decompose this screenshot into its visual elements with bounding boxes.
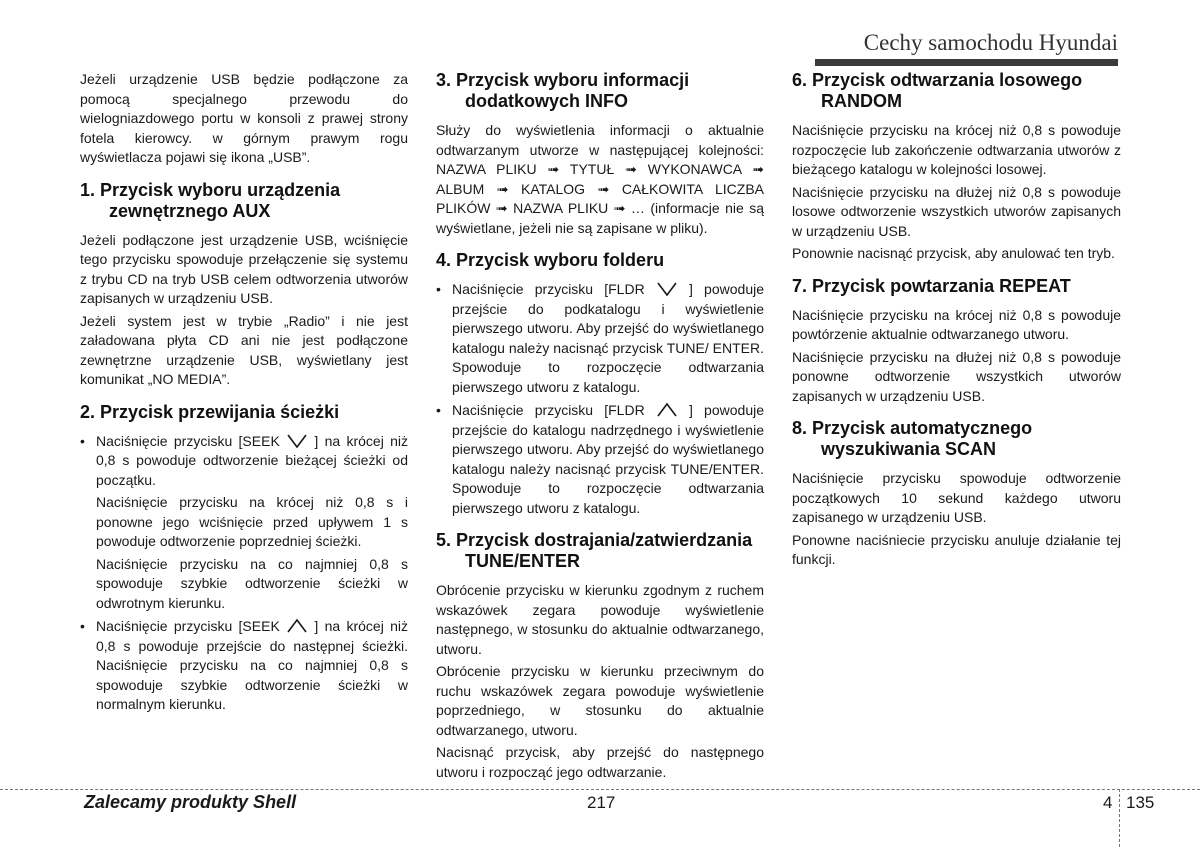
column-1 bbox=[80, 70, 408, 719]
list-item bbox=[436, 280, 764, 397]
footer-page-number: 217 bbox=[587, 793, 616, 812]
bullet-dot: • bbox=[436, 281, 441, 297]
bullet-dot: • bbox=[80, 618, 85, 634]
section-4-list bbox=[436, 280, 764, 518]
bullet-text-pre: Naciśnięcie przycisku [SEEK bbox=[96, 432, 280, 449]
chevron-down-icon bbox=[656, 280, 678, 298]
footer-brand-text: Zalecamy produkty Shell bbox=[84, 792, 297, 812]
section-6-paragraph-3: Ponownie nacisnąć przycisk, aby anulować ten tryb. bbox=[792, 245, 1115, 261]
bullet-paragraph: Naciśnięcie przycisku na co najmniej 0,8 s spowoduje szybkie odtworzenie ścieżki w odwrotnym kierunku. bbox=[96, 555, 408, 611]
section-2-heading: 2. Przycisk przewijania ścieżki bbox=[80, 401, 340, 422]
footer-section-page: 135 bbox=[1126, 793, 1155, 812]
section-5-paragraph-2: Obrócenie przycisku w kierunku przeciwnym do ruchu wskazówek zegara powoduje wyświetlenie poprzedniego, w stosunku do aktualnie odtwarzanego, utworu. bbox=[436, 663, 764, 738]
bullet-text-pre: Naciśnięcie przycisku [FLDR bbox=[452, 281, 645, 297]
bullet-text-pre: Naciśnięcie przycisku [SEEK bbox=[96, 618, 280, 634]
section-1-heading: 1. Przycisk wyboru urządzenia zewnętrznego AUX bbox=[80, 179, 341, 221]
header-rule bbox=[815, 59, 1118, 66]
column-2 bbox=[436, 70, 764, 785]
chevron-up-icon bbox=[656, 401, 678, 419]
section-5-heading: 5. Przycisk dostrajania/zatwierdzania TUNE/ENTER bbox=[436, 530, 753, 571]
section-1-paragraph-1: Jeżeli podłączone jest urządzenie USB, wciśnięcie tego przycisku spowoduje przełączenie się systemu z trybu CD na tryb USB celem odtworzenia utworów zapisanych w urządzeniu USB. bbox=[80, 231, 408, 306]
footer-chapter-number: 4 bbox=[1103, 793, 1113, 812]
footer-dashed-line bbox=[0, 789, 1200, 790]
section-8-paragraph-2: Ponowne naciśniecie przycisku anuluje działanie tej funkcji. bbox=[792, 531, 1121, 567]
section-4-heading: 4. Przycisk wyboru folderu bbox=[436, 250, 665, 270]
list-item bbox=[80, 617, 408, 715]
bullet-dot: • bbox=[436, 402, 441, 418]
bullet-text-post: ] powoduje przejście do katalogu nadrzędnego i wyświetlenie pierwszego utworu. Aby przejść do wyświetlanego katalogu należy nacisnąć przycisk TUNE/ENTER. Spowoduje to rozpoczęcie odtwarzania pierwszego utworu z katalogu. bbox=[452, 402, 764, 516]
section-3-paragraph: Służy do wyświetlenia informacji o aktualnie odtwarzanym utworze w następującej kolejności: NAZWA PLIKU ➟ TYTUŁ ➟ WYKONAWCA ➟ ALBUM ➟ KATALOG ➟ CAŁKOWITA LICZBA PLIKÓW ➟ NAZWA PLIKU ➟ … (informacje nie są wyświetlane, jeżeli nie są zapisane w pliku). bbox=[436, 122, 764, 236]
section-5-paragraph-3: Nacisnąć przycisk, aby przejść do następnego utworu i rozpocząć jego odtwarzanie. bbox=[436, 744, 764, 780]
bullet-paragraph: Naciśnięcie przycisku na krócej niż 0,8 s i ponowne jego wciśnięcie przed upływem 1 s powoduje odtworzenie poprzedniej ścieżki. bbox=[96, 494, 408, 549]
section-6-paragraph-2: Naciśnięcie przycisku na dłużej niż 0,8 s powoduje losowe odtworzenie wszystkich utworów zapisanych w urządzeniu USB. bbox=[792, 183, 1121, 239]
bullet-dot: • bbox=[80, 432, 85, 449]
intro-paragraph: Jeżeli urządzenie USB będzie podłączone za pomocą specjalnego przewodu do wielogniazdowego portu w konsoli z prawej strony fotela kierowcy. w górnym prawym rogu wyświetlacza pojawi się ikona „USB”. bbox=[80, 71, 408, 165]
section-5-paragraph-1: Obrócenie przycisku w kierunku zgodnym z ruchem wskazówek zegara powoduje wyświetlenie następnego, w stosunku do aktualnie odtwarzanego, utworu. bbox=[436, 582, 764, 657]
section-7-heading: 7. Przycisk powtarzania REPEAT bbox=[792, 275, 1071, 296]
section-7-paragraph-2: Naciśnięcie przycisku na dłużej niż 0,8 s powoduje ponowne odtworzenie wszystkich utworów zapisanych w urządzeniu USB. bbox=[792, 348, 1121, 404]
list-item bbox=[80, 432, 408, 614]
list-item bbox=[436, 401, 764, 518]
bullet-text-post: ] powoduje przejście do podkatalogu i wyświetlenie pierwszego utworu. Aby przejść do wyświetlanego katalogu należy nacisnąć przycisk TUNE/ ENTER. Spowoduje to rozpoczęcie odtwarzania pierwszego utworu z katalogu. bbox=[452, 281, 764, 395]
section-7-paragraph-1: Naciśnięcie przycisku na krócej niż 0,8 s powoduje powtórzenie aktualnie odtwarzanego utworu. bbox=[792, 306, 1121, 342]
section-8-heading: 8. Przycisk automatycznego wyszukiwania SCAN bbox=[792, 418, 1033, 459]
bullet-text-pre: Naciśnięcie przycisku [FLDR bbox=[452, 402, 645, 418]
footer-vertical-divider bbox=[1119, 789, 1120, 847]
section-8-paragraph-1: Naciśnięcie przycisku spowoduje odtworzenie początkowych 10 sekund każdego utworu zapisanego w urządzeniu USB. bbox=[792, 470, 1121, 525]
section-6-heading: 6. Przycisk odtwarzania losowego RANDOM bbox=[792, 70, 1083, 111]
bullet-text-post: ] na krócej niż 0,8 s powoduje odtworzenie bieżącej ścieżki od początku. bbox=[96, 432, 409, 488]
bullet-text-post: ] na krócej niż 0,8 s powoduje przejście do następnej ścieżki. Naciśnięcie przycisku na co najmniej 0,8 s spowoduje szybkie odtworzenie ścieżki w normalnym kierunku. bbox=[96, 618, 409, 712]
column-3 bbox=[792, 70, 1121, 573]
section-1-paragraph-2: Jeżeli system jest w trybie „Radio” i nie jest załadowana płyta CD ani nie jest podłączone zewnętrzne urządzenie USB, wyświetlany jest komunikat „NO MEDIA”. bbox=[80, 312, 408, 387]
section-2-list bbox=[80, 432, 408, 715]
page-header-title: Cechy samochodu Hyundai bbox=[863, 30, 1118, 55]
section-6-paragraph-1: Naciśnięcie przycisku na krócej niż 0,8 s powoduje rozpoczęcie lub zakończenie odtwarzania utworów z bieżącego katalogu w kolejności losowej. bbox=[792, 122, 1121, 177]
section-3-heading: 3. Przycisk wyboru informacji dodatkowych INFO bbox=[436, 70, 690, 111]
chevron-down-icon bbox=[286, 432, 308, 450]
chevron-up-icon bbox=[286, 617, 308, 635]
